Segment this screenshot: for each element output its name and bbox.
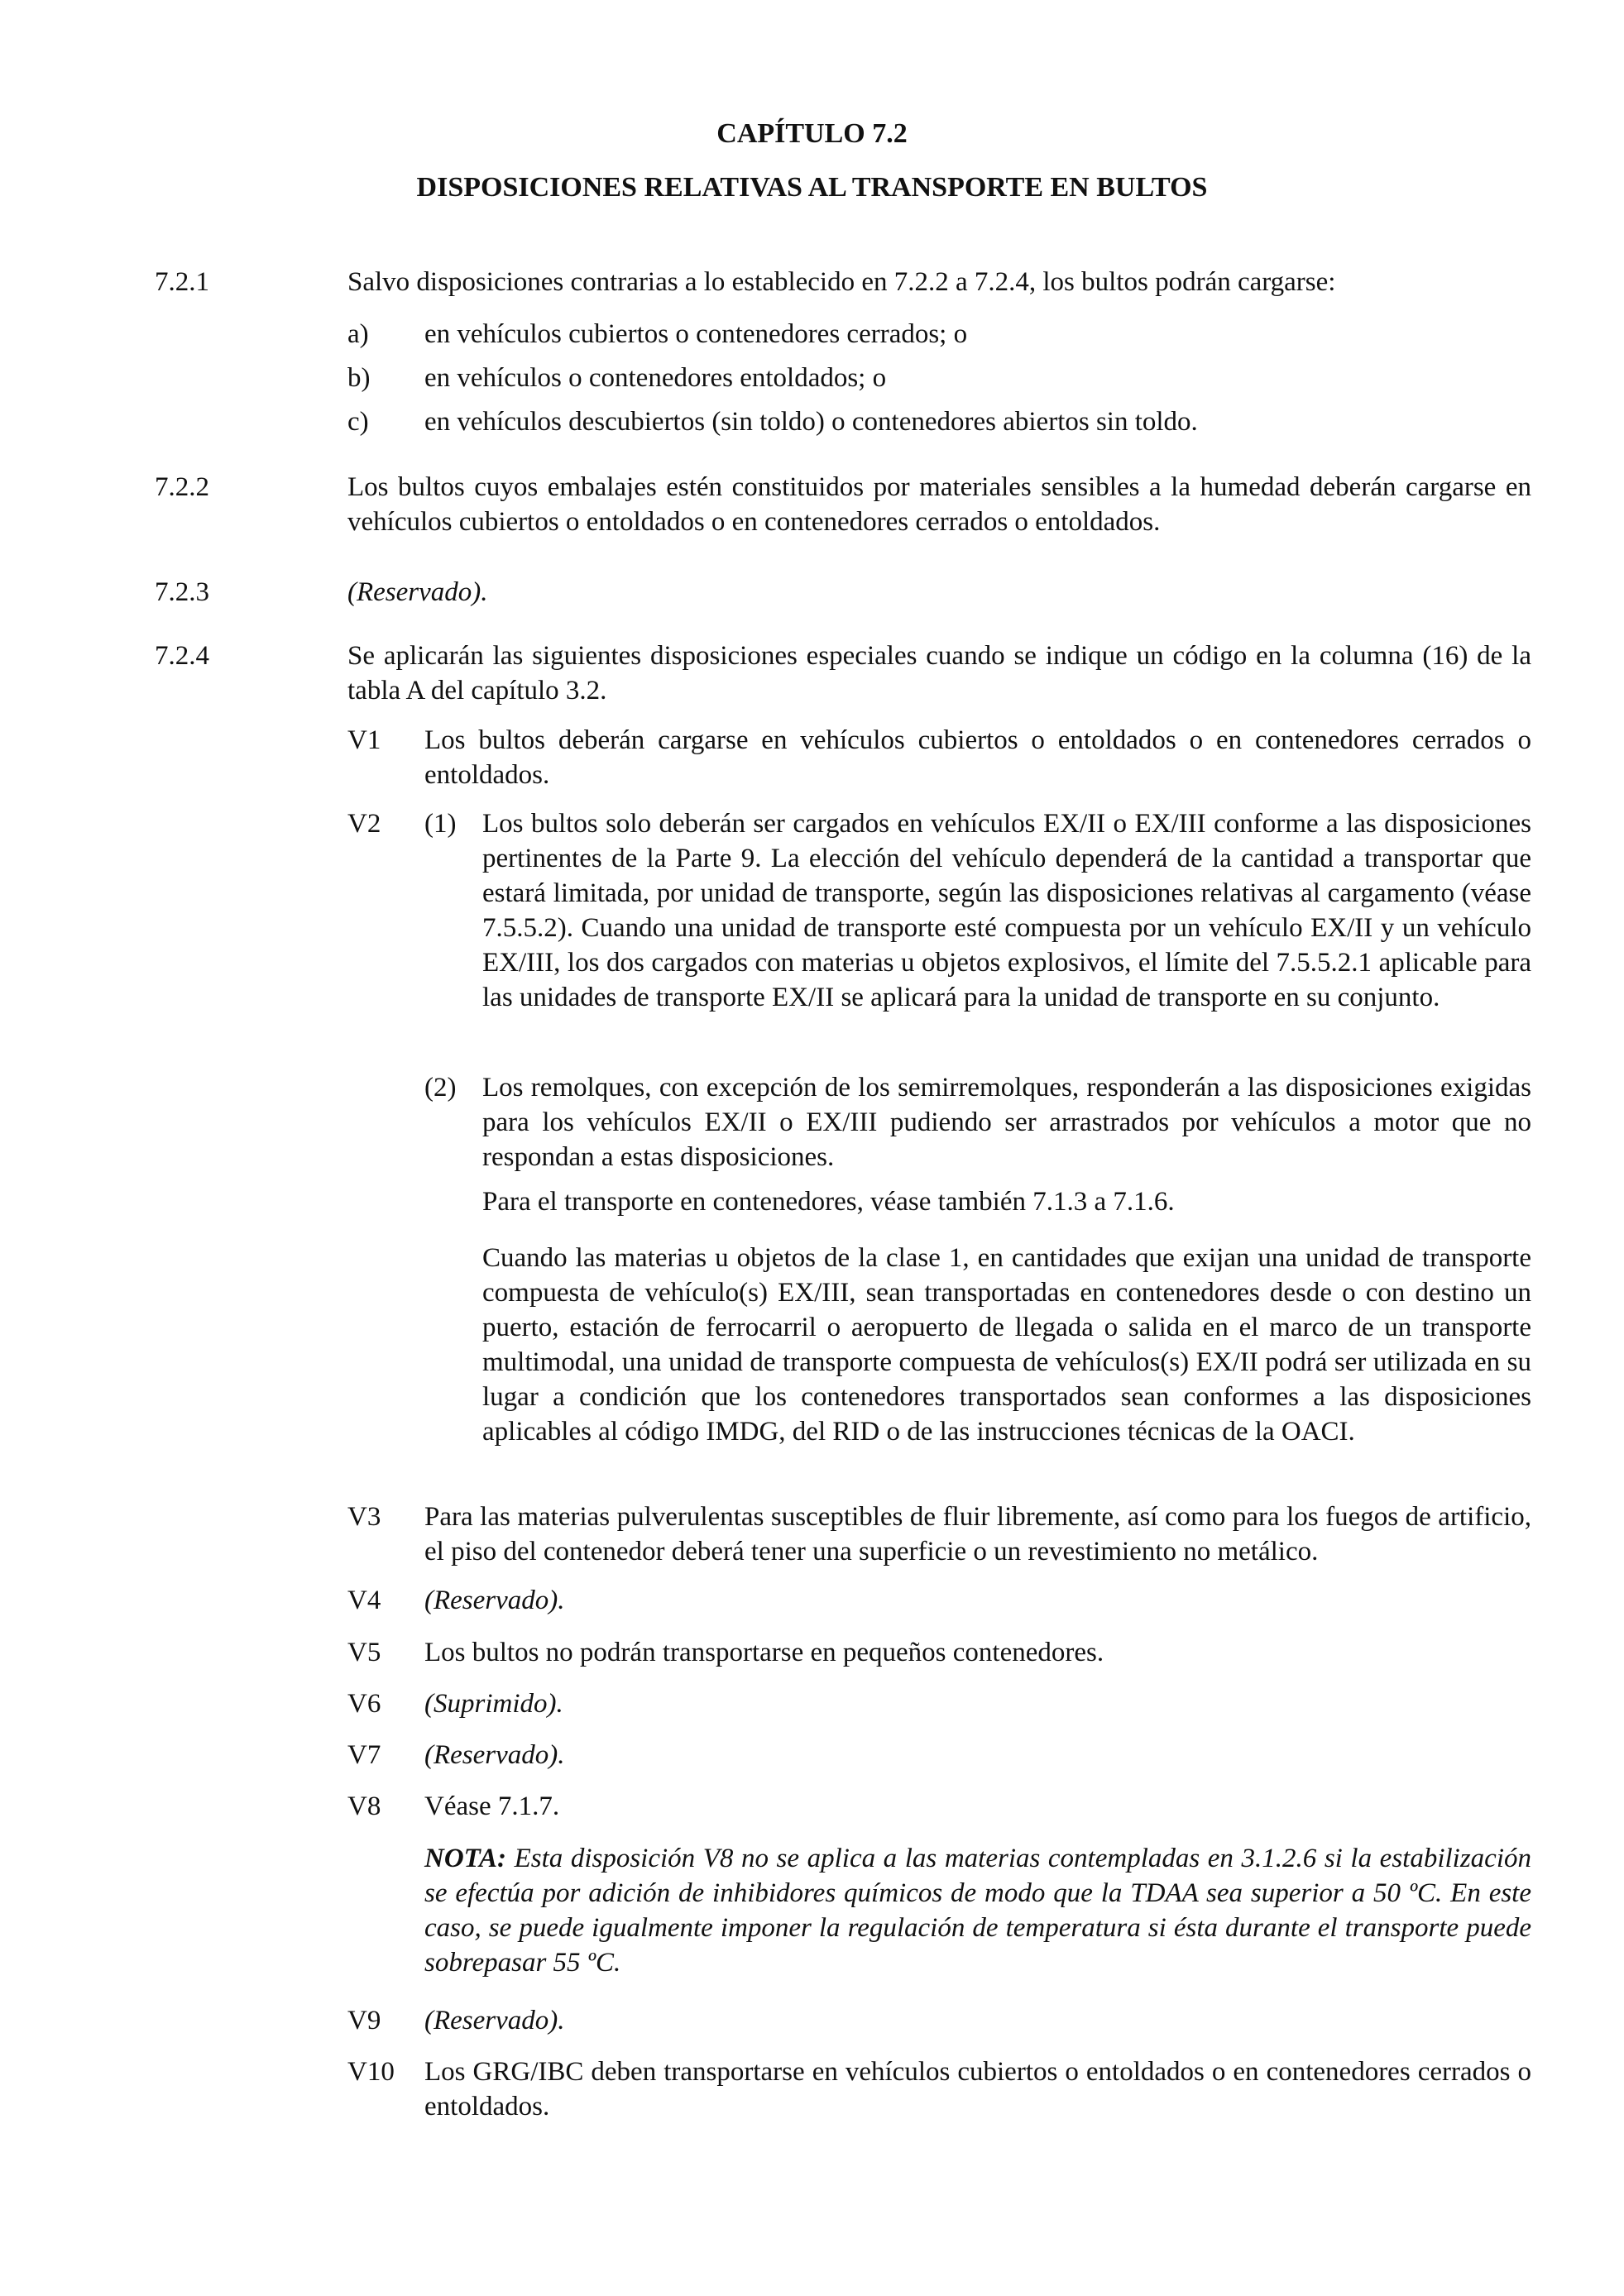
note-text: Esta disposición V8 no se aplica a las materias contempladas en 3.1.2.6 si la estabilización se efectúa por adición de inhibidores químicos de modo que la TDAA sea superior a 50 ºC. En este caso, se puede igualmente imponer la regulación de temperatura si ésta durante el transporte puede sobrepasar 55 ºC. (424, 1844, 1531, 1978)
section-text: Salvo disposiciones contrarias a lo establecido en 7.2.2 a 7.2.4, los bultos podrán cargarse: (347, 267, 1336, 297)
section-number: 7.2.1 (155, 267, 209, 297)
section-text: Los bultos cuyos embalajes estén constituidos por materiales sensibles a la humedad deberán cargarse en vehículos cubiertos o entoldados o en contenedores cerrados o entoldados. (347, 472, 1531, 537)
v8-note (424, 1841, 1531, 1980)
provision-text: Los bultos no podrán transportarse en pequeños contenedores. (424, 1638, 1104, 1667)
provision-text: Para las materias pulverulentas susceptibles de fluir libremente, así como para los fuegos de artificio, el piso del contenedor deberá tener una superficie o un revestimiento no metálico. (424, 1502, 1531, 1567)
paragraph-number: (1) (424, 809, 457, 839)
provision-code: V3 (347, 1502, 381, 1532)
provision-code: V5 (347, 1638, 381, 1667)
section-number: 7.2.4 (155, 641, 209, 671)
list-item-label: a) (347, 319, 369, 349)
provision-code: V1 (347, 725, 381, 755)
paragraph-number: (2) (424, 1073, 457, 1103)
list-item-text: en vehículos o contenedores entoldados; o (424, 363, 887, 393)
provision-text: Véase 7.1.7. (424, 1791, 560, 1821)
provision-code: V6 (347, 1689, 381, 1719)
chapter-title: CAPÍTULO 7.2 (716, 118, 908, 149)
list-item-label: b) (347, 363, 371, 393)
provision-text: Los GRG/IBC deben transportarse en vehículos cubiertos o entoldados o en contenedores cerrados o entoldados. (424, 2057, 1531, 2121)
paragraph-text: Cuando las materias u objetos de la clase 1, en cantidades que exijan una unidad de transporte compuesta de vehículo(s) EX/III, sean transportadas en contenedores desde o con destino un puerto, estación de ferrocarril o aeropuerto de llegada o salida en el marco de un transporte multimodal, una unidad de transporte compuesta de vehículos(s) EX/II podrá ser utilizada en su lugar a condición que los contenedores transportados sean conformes a las disposiciones aplicables al código IMDG, del RID o de las instrucciones técnicas de la OACI. (482, 1243, 1531, 1447)
provision-text: (Reservado). (424, 2006, 565, 2035)
provision-text: (Reservado). (424, 1586, 565, 1615)
list-item-label: c) (347, 407, 369, 437)
paragraph-text: Los bultos solo deberán ser cargados en vehículos EX/II o EX/III conforme a las disposiciones pertinentes de la Parte 9. La elección del vehículo dependerá de la cantidad a transportar que estará limitada, por unidad de transporte, según las disposiciones relativas al cargamento (véase 7.5.5.2). Cuando una unidad de transporte esté compuesta por un vehículo EX/II y un vehículo EX/III, los dos cargados con materias u objetos explosivos, el límite del 7.5.5.2.1 aplicable para las unidades de transporte EX/II se aplicará para la unidad de transporte en su conjunto. (482, 809, 1531, 1012)
provision-code: V7 (347, 1740, 381, 1770)
section-text: Se aplicarán las siguientes disposiciones especiales cuando se indique un código en la columna (16) de la tabla A del capítulo 3.2. (347, 641, 1531, 706)
provision-code: V8 (347, 1791, 381, 1821)
provision-code: V2 (347, 809, 381, 839)
section-number: 7.2.2 (155, 472, 209, 502)
paragraph-text: Los remolques, con excepción de los semirremolques, responderán a las disposiciones exigidas para los vehículos EX/II o EX/III pudiendo ser arrastrados por vehículos a motor que no respondan a estas disposiciones. (482, 1073, 1531, 1172)
note-label: NOTA: (424, 1844, 506, 1873)
section-text: (Reservado). (347, 577, 488, 607)
list-item-text: en vehículos descubiertos (sin toldo) o contenedores abiertos sin toldo. (424, 407, 1198, 437)
provision-text: (Suprimido). (424, 1689, 563, 1719)
section-number: 7.2.3 (155, 577, 209, 607)
paragraph-text: Para el transporte en contenedores, véase también 7.1.3 a 7.1.6. (482, 1187, 1175, 1217)
chapter-subtitle: DISPOSICIONES RELATIVAS AL TRANSPORTE EN BULTOS (416, 172, 1208, 203)
provision-code: V10 (347, 2057, 395, 2087)
provision-code: V9 (347, 2006, 381, 2035)
list-item-text: en vehículos cubiertos o contenedores cerrados; o (424, 319, 968, 349)
provision-text: (Reservado). (424, 1740, 565, 1770)
provision-text: Los bultos deberán cargarse en vehículos cubiertos o entoldados o en contenedores cerrados o entoldados. (424, 725, 1531, 790)
provision-code: V4 (347, 1586, 381, 1615)
